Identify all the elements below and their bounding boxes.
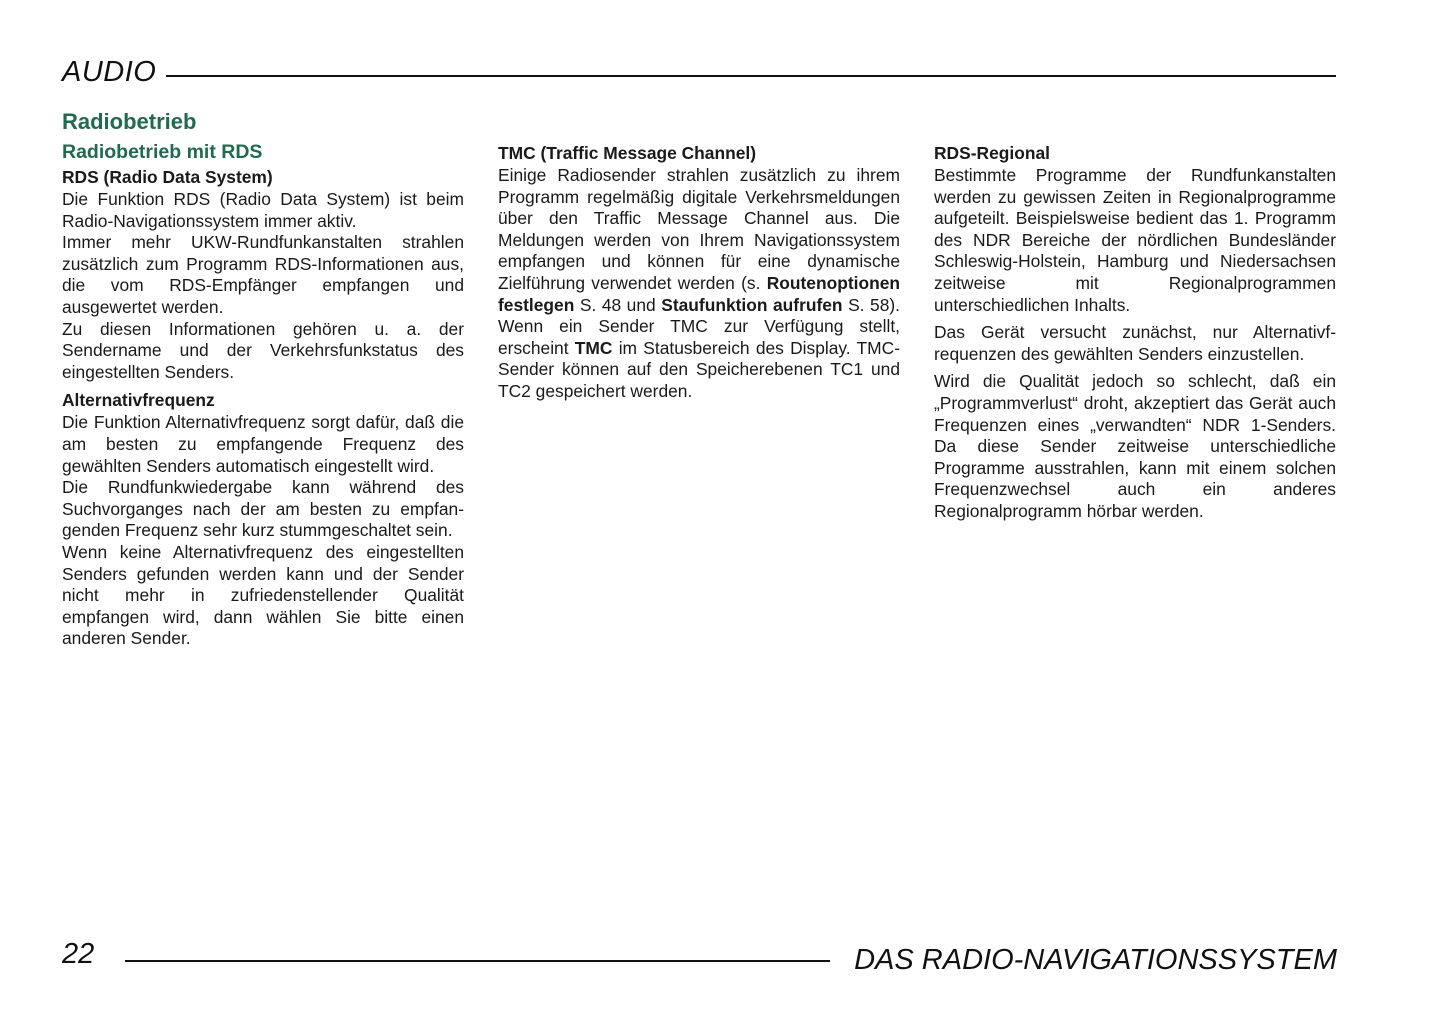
tmc-status-label: TMC: [574, 337, 613, 358]
section-title: Radiobetrieb: [62, 109, 197, 134]
regional-paragraph-2: Das Gerät versucht zunächst, nur Alternativfrequenzen des gewählten Senders einzustellen.: [934, 322, 1336, 364]
column-1: [62, 108, 464, 650]
column-2: [498, 141, 900, 403]
tmc-paragraph: [498, 165, 900, 403]
tmc-text-d: im Statusbereich des Display. TMC-Sender können auf den Speicherebenen TC1 und TC2 gespeichert werden.: [498, 337, 901, 401]
footer-rule: [125, 960, 830, 962]
af-paragraph-1: Die Funktion Alternativfrequenz sorgt dafür, daß die am besten zu empfangende Frequenz des gewählten Senders automatisch eingestellt wird.: [62, 412, 464, 476]
rds-paragraph-3: Zu diesen Informationen gehören u. a. der Sendername und der Verkehrsfunkstatus des eingestellten Senders.: [62, 318, 464, 382]
footer-title: DAS RADIO-NAVIGATIONSSYSTEM: [854, 944, 1337, 976]
af-paragraph-3: Wenn keine Alternativfrequenz des eingestellten Senders gefunden werden kann und der Sender nicht mehr in zufriedenstellender Qualität empfangen wird, dann wählen Sie bitte einen anderen Sender.: [62, 541, 464, 649]
rds-regional-heading: RDS-Regional: [934, 143, 1050, 163]
staufunktion-reference: Staufunktion aufrufen: [661, 294, 843, 315]
routenoptionen-reference: Routenoptionen festlegen: [498, 272, 900, 315]
rds-paragraph-2: Immer mehr UKW-Rundfunkanstalten strahlen zusätzlich zum Programm RDS-Informationen aus, die vom RDS-Empfänger empfangen und ausgewertet werden.: [62, 232, 464, 317]
chapter-title: AUDIO: [62, 56, 157, 88]
regional-paragraph-3: Wird die Qualität jedoch so schlecht, daß ein „Programmverlust“ droht, akzeptiert das Gerät auch Frequenzen eines „verwandten“ NDR 1-Senders. Da diese Sender zeitweise unterschiedliche Programme ausstrahlen, kann mit einem solchen Frequenzwechsel auch ein anderes Regionalprogramm hörbar werden.: [934, 371, 1336, 521]
tmc-text-a: Einige Radiosender strahlen zusätzlich zu ihrem Programm regelmäßig digitale Verkehrsmeldungen über den Traffic Message Channel aus. Die Meldungen werden von Ihrem Navigationssystem empfangen und können für eine dynamische Zielführung verwendet werden (s.: [498, 165, 900, 293]
rds-heading: RDS (Radio Data System): [62, 167, 273, 187]
af-paragraph-2: Die Rundfunkwiedergabe kann während des Suchvorganges nach der am besten zu empfangenden Frequenz sehr kurz stummgeschaltet sein.: [62, 477, 464, 541]
tmc-text-b: S. 48 und: [574, 294, 662, 315]
tmc-heading: TMC (Traffic Message Channel): [498, 143, 757, 163]
regional-paragraph-1: Bestimmte Programme der Rundfunkanstalten werden zu gewissen Zeiten in Regionalprogramme aufgeteilt. Beispielsweise bedient das 1. Programm des NDR Bereiche der nördlichen Bundesländer Schleswig-Holstein, Hamburg und Niedersachsen zeitweise mit Regionalprogrammen unterschiedlichen Inhalts.: [934, 165, 1336, 315]
subsection-title: Radiobetrieb mit RDS: [62, 141, 263, 163]
alternativfrequenz-heading: Alternativfrequenz: [62, 390, 215, 411]
page-number: 22: [62, 938, 95, 970]
tmc-text-c: S. 58). Wenn ein Sender TMC zur Verfügung stellt, erscheint: [498, 294, 900, 358]
column-3: [934, 141, 1336, 523]
header-rule: [166, 75, 1336, 77]
rds-paragraph-1: Die Funktion RDS (Radio Data System) ist beim Radio-Navigationssystem immer aktiv.: [62, 189, 464, 231]
